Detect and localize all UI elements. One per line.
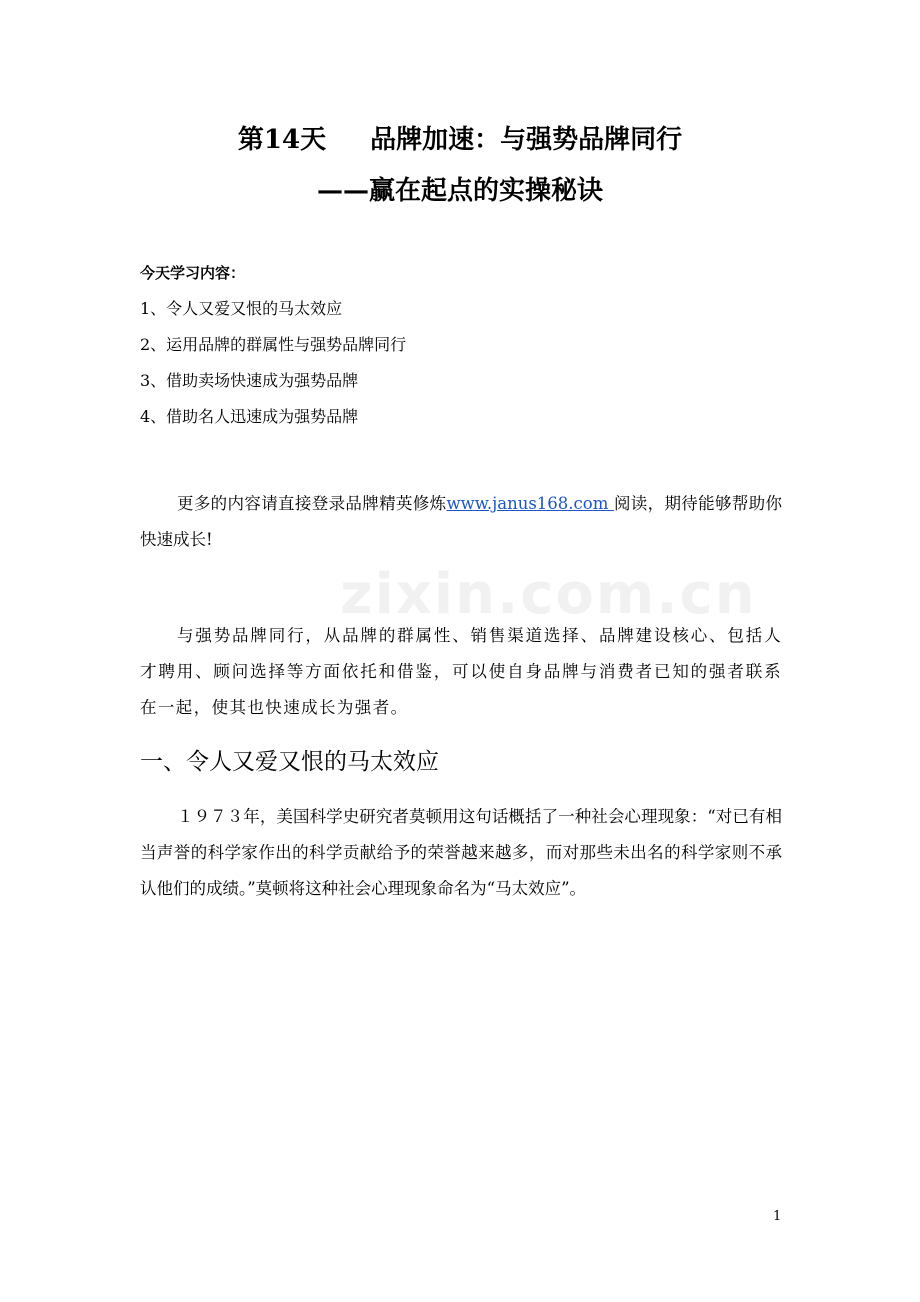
website-link[interactable]: www.janus168.com <box>446 494 614 513</box>
list-item: 1、令人又爱又恨的马太效应 <box>140 299 343 318</box>
promo-text-after: 阅读，期待能够帮助你快速成长! <box>140 494 783 549</box>
today-content-list <box>140 297 406 441</box>
promo-text-before: 更多的内容请直接登录品牌精英修炼 <box>177 494 447 513</box>
title-day: 第14天 <box>237 125 327 155</box>
watermark: zixin.com.cn <box>340 562 757 627</box>
list-item: 3、借助卖场快速成为强势品牌 <box>140 371 359 390</box>
list-item: 2、运用品牌的群属性与强势品牌同行 <box>140 335 407 354</box>
intro-paragraph: 与强势品牌同行，从品牌的群属性、销售渠道选择、品牌建设核心、包括人才聘用、顾问选择等方面依托和借鉴，可以使自身品牌与消费者已知的强者联系在一起，使其也快速成长为强者。 <box>140 626 782 717</box>
list-item: 4、借助名人迅速成为强势品牌 <box>140 407 359 426</box>
today-content-label: 今天学习内容： <box>140 264 246 282</box>
section-paragraph: １９７３年，美国科学史研究者莫顿用这句话概括了一种社会心理现象：“对已有相当声誉的科学家作出的科学贡献给予的荣誉越来越多，而对那些未出名的科学家则不承认他们的成绩。”莫顿将这种社会心理现象命名为“马太效应”。 <box>140 807 782 898</box>
promo-paragraph <box>140 486 782 558</box>
page-subtitle: ——赢在起点的实操秘诀 <box>316 176 603 206</box>
section-heading: 一、令人又爱又恨的马太效应 <box>140 749 439 775</box>
page-number: 1 <box>773 1209 782 1224</box>
page-title <box>0 119 920 156</box>
title-main: 品牌加速：与强势品牌同行 <box>370 125 683 155</box>
